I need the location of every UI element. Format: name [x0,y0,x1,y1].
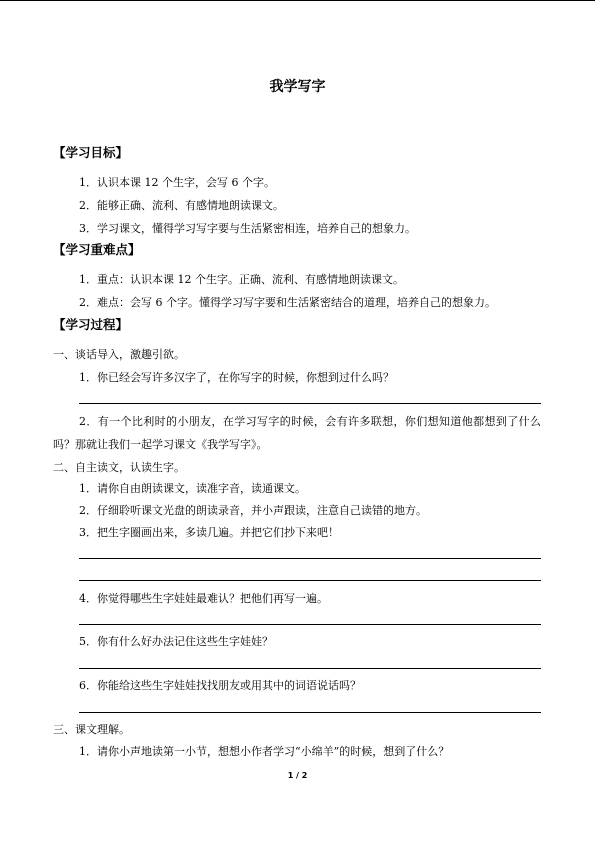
part2-question-3: 3．把生字圈画出来，多读几遍。并把它们抄下来吧！ [79,526,339,539]
heading-process: 【学习过程】 [53,317,129,332]
part2-question-2: 2．仔细聆听课文光盘的朗读录音，并小声跟读，注意自己读错的地方。 [79,504,427,517]
top-border [0,0,595,1]
answer-line [79,668,541,669]
heading-goals: 【学习目标】 [53,145,129,160]
part3-title: 三、课文理解。 [53,723,130,736]
goal-item-3: 3．学习课文，懂得学习写字要与生活紧密相连，培养自己的想象力。 [79,222,416,235]
answer-line [79,712,541,713]
page-title: 我学写字 [269,79,326,95]
goal-item-1: 1．认识本课 12 个生字，会写 6 个字。 [79,176,275,189]
heading-key-points: 【学习重难点】 [53,242,141,257]
part2-question-4: 4．你觉得哪些生字娃娃最难认？把他们再写一遍。 [79,592,328,605]
answer-line [79,624,541,625]
page-number: 1 / 2 [287,771,308,780]
answer-line [79,580,541,581]
part1-question-2: 2．有一个比利时的小朋友，在学习写字的时候，会有许多联想，你们想知道他都想到了什么吗？那就让我们一起学习课文《我学写字》。 [53,415,541,451]
part1-title: 一、谈话导入，激趣引欲。 [53,348,185,361]
part3-question-1: 1．请你小声地读第一小节，想想小作者学习“小绵羊”的时候，想到了什么？ [79,745,450,758]
part2-question-6: 6．你能给这些生字娃娃找找朋友或用其中的词语说话吗？ [79,679,361,692]
part2-question-1: 1．请你自由朗读课文，读准字音，读通课文。 [79,482,306,495]
answer-line [79,558,541,559]
part2-title: 二、自主读文，认读生字。 [53,461,185,474]
goal-item-2: 2．能够正确、流利、有感情地朗读课文。 [79,199,284,212]
answer-line [79,403,541,404]
key-point-item-2: 2．难点：会写 6 个字。懂得学习写字要和生活紧密结合的道理，培养自己的想象力。 [79,296,496,309]
part2-question-5: 5．你有什么好办法记住这些生字娃娃？ [79,635,273,648]
key-point-item-1: 1．重点：认识本课 12 个生字。正确、流利、有感情地朗读课文。 [79,273,404,286]
part1-question-1: 1．你已经会写许多汉字了，在你写字的时候，你想到过什么吗？ [79,371,394,384]
